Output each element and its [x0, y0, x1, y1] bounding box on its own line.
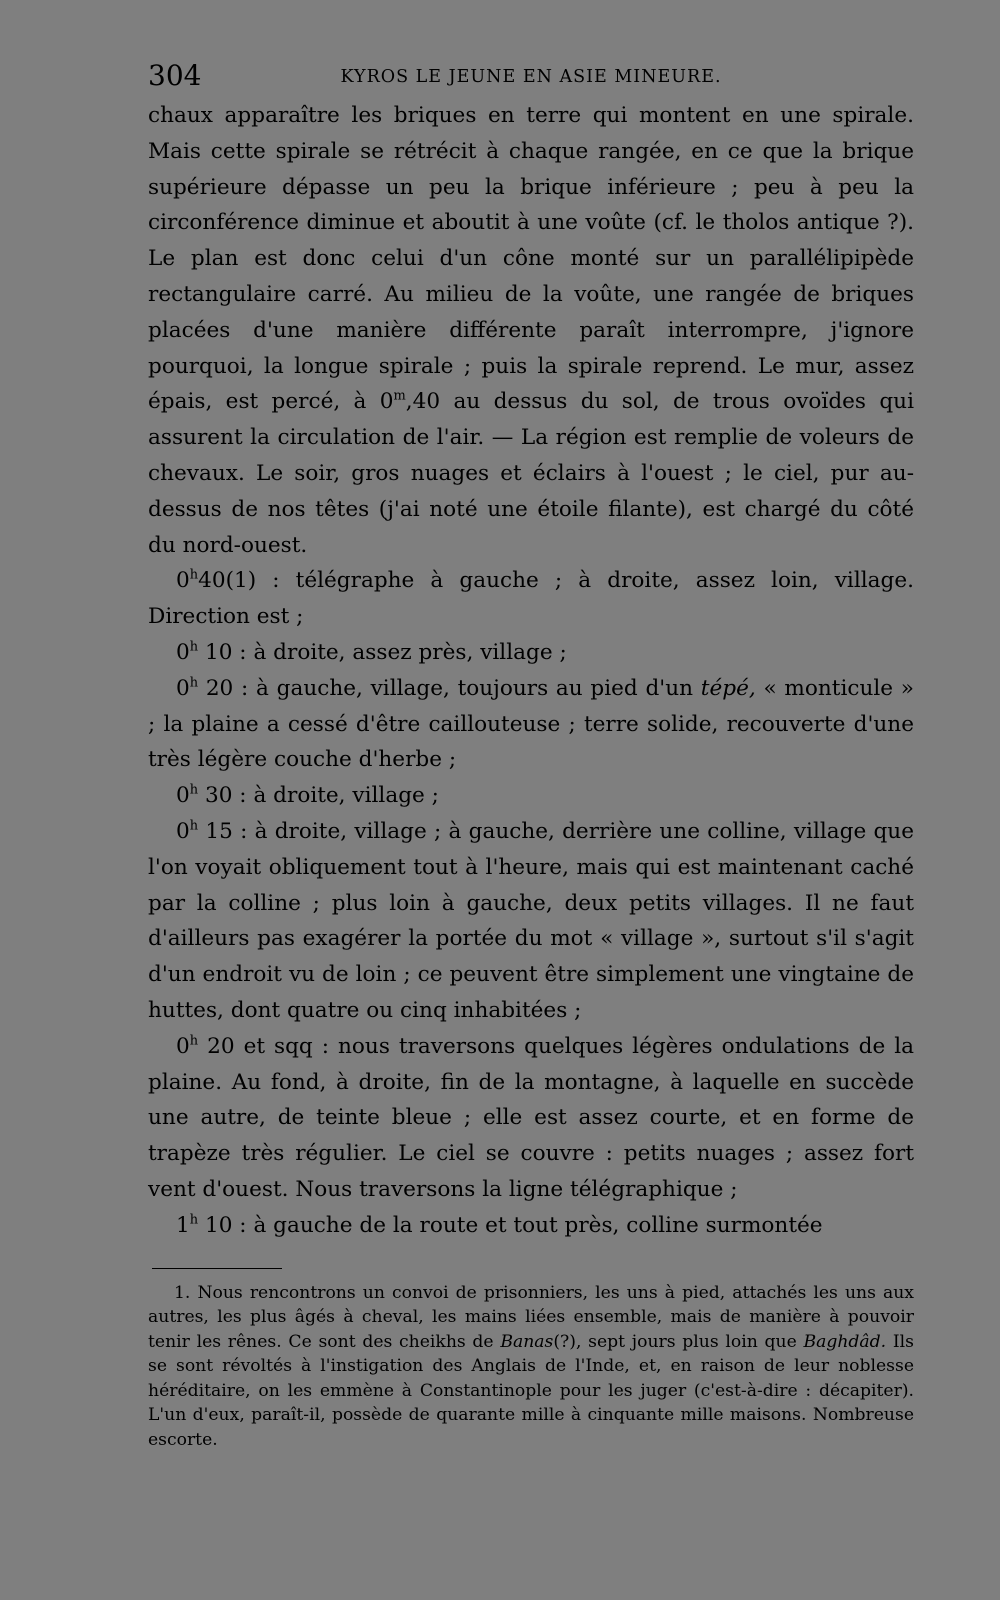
superscript: h [189, 1033, 199, 1049]
time-hour: 1 [176, 1212, 190, 1238]
time-minute: 40 [198, 568, 226, 594]
entry-text: 10 : à droite, assez près, village ; [198, 639, 567, 665]
page-number: 304 [148, 59, 202, 92]
book-page [148, 58, 914, 1452]
entry-text: 15 : à droite, village ; à gauche, derrière une colline, village que l'on voyait obliquement tout à l'heure, mais qui est maintenant caché par la colline ; plus loin à gauche, deux petits villages. Il ne faut d'ailleurs pas exagérer la portée du mot « village », surtout s'il s'agit d'un endroit vu de loin ; ce peuvent être simplement une vingtaine de huttes, dont quatre ou cinq inhabitées ; [148, 818, 914, 1023]
superscript: h [189, 675, 199, 691]
text-run: ,40 au dessus du sol, de trous ovoïdes qui assurent la circulation de l'air. — La région est remplie de voleurs de chevaux. Le soir, gros nuages et éclairs à l'ouest ; le ciel, pur au-dessus de nos têtes (j'ai noté une étoile filante), est chargé du côté du nord-ouest. [148, 389, 914, 558]
itinerary-entry [148, 778, 914, 814]
footnote [148, 1281, 914, 1453]
superscript: h [189, 1212, 199, 1228]
entry-text: : télégraphe à gauche ; à droite, assez loin, village. Direction est ; [148, 568, 914, 630]
itinerary-entry [148, 1029, 914, 1208]
superscript: h [189, 639, 199, 655]
itinerary-entry [148, 635, 914, 671]
entry-text: 10 : à gauche de la route et tout près, colline surmontée [198, 1212, 823, 1238]
itinerary-entry [148, 671, 914, 778]
italic-word: Baghdâd. [803, 1331, 887, 1352]
footnote-rule [152, 1268, 282, 1269]
footnote-text: (?), sept jours plus loin que [553, 1331, 804, 1352]
entry-text: « monticule » ; la plaine a cessé d'être caillouteuse ; terre solide, recouverte d'une très légère couche d'herbe ; [148, 675, 914, 773]
superscript: m [393, 388, 406, 404]
footnote-ref: (1) [225, 568, 257, 594]
running-title: KYROS LE JEUNE EN ASIE MINEURE. [340, 67, 722, 87]
footnote-text: Ils se sont révoltés à l'instigation des Anglais de l'Inde, et, en raison de leur noblesse héréditaire, on les emmène à Constantinople pour les juger (c'est-à-dire : décapiter). L'un d'eux, paraît-il, possède de quarante mille à cinquante mille maisons. Nombreuse escorte. [148, 1331, 914, 1450]
time-hour: 0 [176, 783, 190, 809]
itinerary-entry [148, 563, 914, 635]
time-hour: 0 [176, 818, 190, 844]
time-hour: 0 [176, 568, 190, 594]
superscript: h [189, 567, 199, 583]
running-head [148, 58, 914, 98]
entry-text: 20 et sqq : nous traversons quelques légères ondulations de la plaine. Au fond, à droite, fin de la montagne, à laquelle en succède une autre, de teinte bleue ; elle est assez courte, et en forme de trapèze très régulier. Le ciel se couvre : petits nuages ; assez fort vent d'ouest. Nous traversons la ligne télégraphique ; [148, 1033, 914, 1202]
italic-word: Banas [500, 1331, 554, 1352]
body-text [148, 98, 914, 1244]
itinerary-entry [148, 814, 914, 1029]
entry-text: 20 : à gauche, village, toujours au pied d'un [198, 675, 701, 701]
time-hour: 0 [176, 639, 190, 665]
time-hour: 0 [176, 675, 190, 701]
superscript: h [189, 782, 199, 798]
text-run: chaux apparaître les briques en terre qui montent en une spirale. Mais cette spirale se rétrécit à chaque rangée, en ce que la brique supérieure dépasse un peu la brique inférieure ; peu à peu la circonférence diminue et aboutit à une voûte (cf. le tholos antique ?). Le plan est donc celui d'un cône monté sur un parallélipipède rectangulaire carré. Au milieu de la voûte, une rangée de briques placées d'une manière différente paraît interrompre, j'ignore pourquoi, la longue spirale ; puis la spirale reprend. Le mur, assez épais, est percé, à 0 [148, 103, 914, 415]
time-hour: 0 [176, 1033, 190, 1059]
footnote-text: 1. Nous rencontrons un convoi de prisonniers, les uns à pied, attachés les uns aux autres, les plus âgés à cheval, les mains liées ensemble, mais de manière à pouvoir tenir les rênes. Ce sont des cheikhs de [148, 1282, 914, 1352]
paragraph [148, 98, 914, 563]
itinerary-entry [148, 1208, 914, 1244]
superscript: h [189, 818, 199, 834]
entry-text: 30 : à droite, village ; [198, 783, 439, 809]
italic-word: tépé, [700, 675, 756, 701]
